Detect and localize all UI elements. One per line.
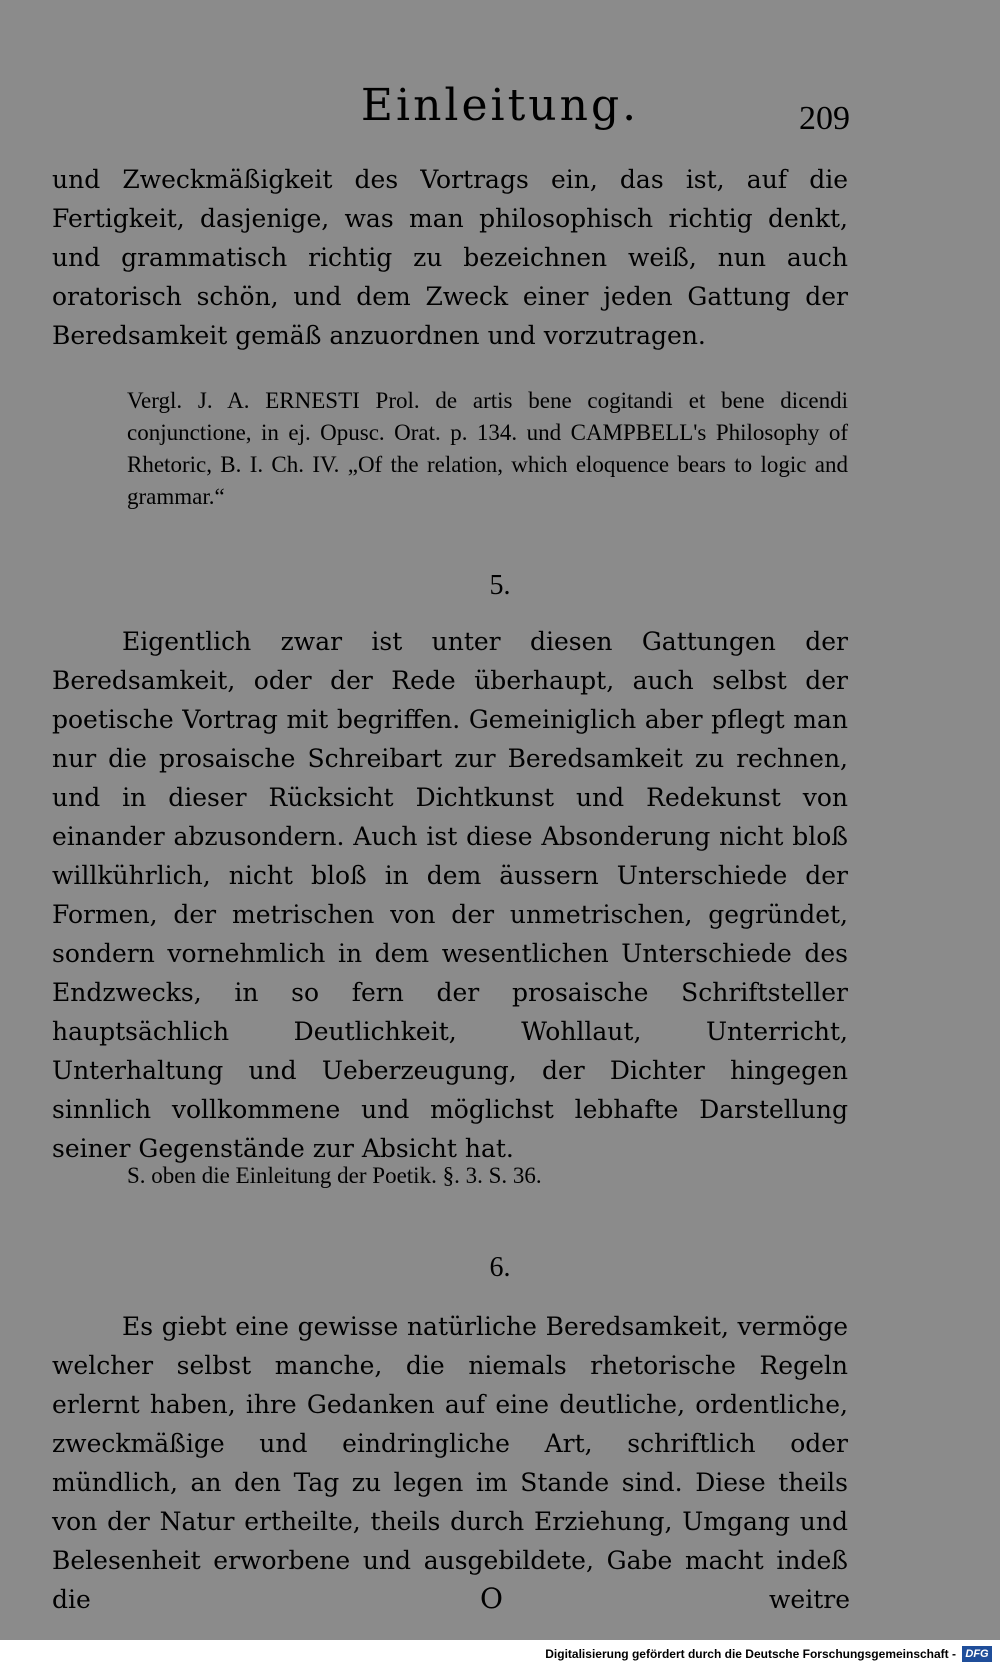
footnote-ernesti-text: Vergl. J. A. ERNESTI Prol. de artis bene cogitandi et bene dicendi conjunctione, in ej. Opusc. Orat. p. 134. und CAMPBELL's Philosophy of Rhetoric, B. I. Ch. IV. „Of the relation, which eloquence bears to logic and grammar.“ bbox=[127, 388, 848, 509]
signature-mark: O bbox=[480, 1582, 503, 1615]
footnote-ernesti bbox=[52, 385, 848, 513]
section-6-text: Es giebt eine gewisse natürliche Beredsamkeit, vermöge welcher selbst manche, die niemals rhetorische Regeln erlernt haben, ihre Gedanken auf eine deutliche, ordentliche, zweckmäßige und eindringliche Art, schriftlich oder mündlich, an den Tag zu legen im Stande sind. Diese theils von der Natur ertheilte, theils durch Erziehung, Umgang und Belesenheit erworbene und ausgebildete, Gabe macht indeß die bbox=[52, 1312, 848, 1614]
section-6-body bbox=[52, 1307, 848, 1619]
section-5-note bbox=[52, 1160, 848, 1192]
paragraph-top bbox=[52, 160, 848, 355]
page-number: 209 bbox=[799, 100, 850, 137]
section-number-6: 6. bbox=[489, 1252, 511, 1283]
section-5-text: Eigentlich zwar ist unter diesen Gattungen der Beredsamkeit, oder der Rede überhaupt, auch selbst der poetische Vortrag mit begriffen. Gemeiniglich aber pflegt man nur die prosaische Schreibart zur Beredsamkeit zu rechnen, und in dieser Rücksicht Dichtkunst und Redekunst von einander abzusondern. Auch ist diese Absonderung nicht bloß willkührlich, nicht bloß in dem äussern Unterschiede der Formen, der metrischen von der unmetrischen, gegründet, sondern vornehmlich in dem wesentlichen Unterschiede des Endzwecks, in so fern der prosaische Schriftsteller hauptsächlich Deutlichkeit, Wohllaut, Unterricht, Unterhaltung und Ueberzeugung, der Dichter hingegen sinnlich vollkommene und möglichst lebhafte Darstellung seiner Gegenstände zur Absicht hat. bbox=[52, 627, 848, 1163]
digitization-footer bbox=[0, 1640, 1000, 1666]
section-5-body bbox=[52, 622, 848, 1168]
running-header-title: Einleitung. bbox=[360, 80, 640, 131]
paragraph-top-text: und Zweckmäßigkeit des Vortrags ein, das ist, auf die Fertigkeit, dasjenige, was man philosophisch richtig denkt, und grammatisch richtig zu bezeichnen weiß, nun auch oratorisch schön, und dem Zweck einer jeden Gattung der Beredsamkeit gemäß anzuordnen und vorzutragen. bbox=[52, 165, 848, 350]
dfg-logo-icon: DFG bbox=[962, 1646, 992, 1662]
section-5-note-text: S. oben die Einleitung der Poetik. §. 3. S. 36. bbox=[127, 1163, 542, 1188]
section-number-5: 5. bbox=[489, 570, 511, 601]
catchword: weitre bbox=[769, 1585, 850, 1614]
footer-credit-text: Digitalisierung gefördert durch die Deutsche Forschungsgemeinschaft - bbox=[545, 1647, 956, 1661]
